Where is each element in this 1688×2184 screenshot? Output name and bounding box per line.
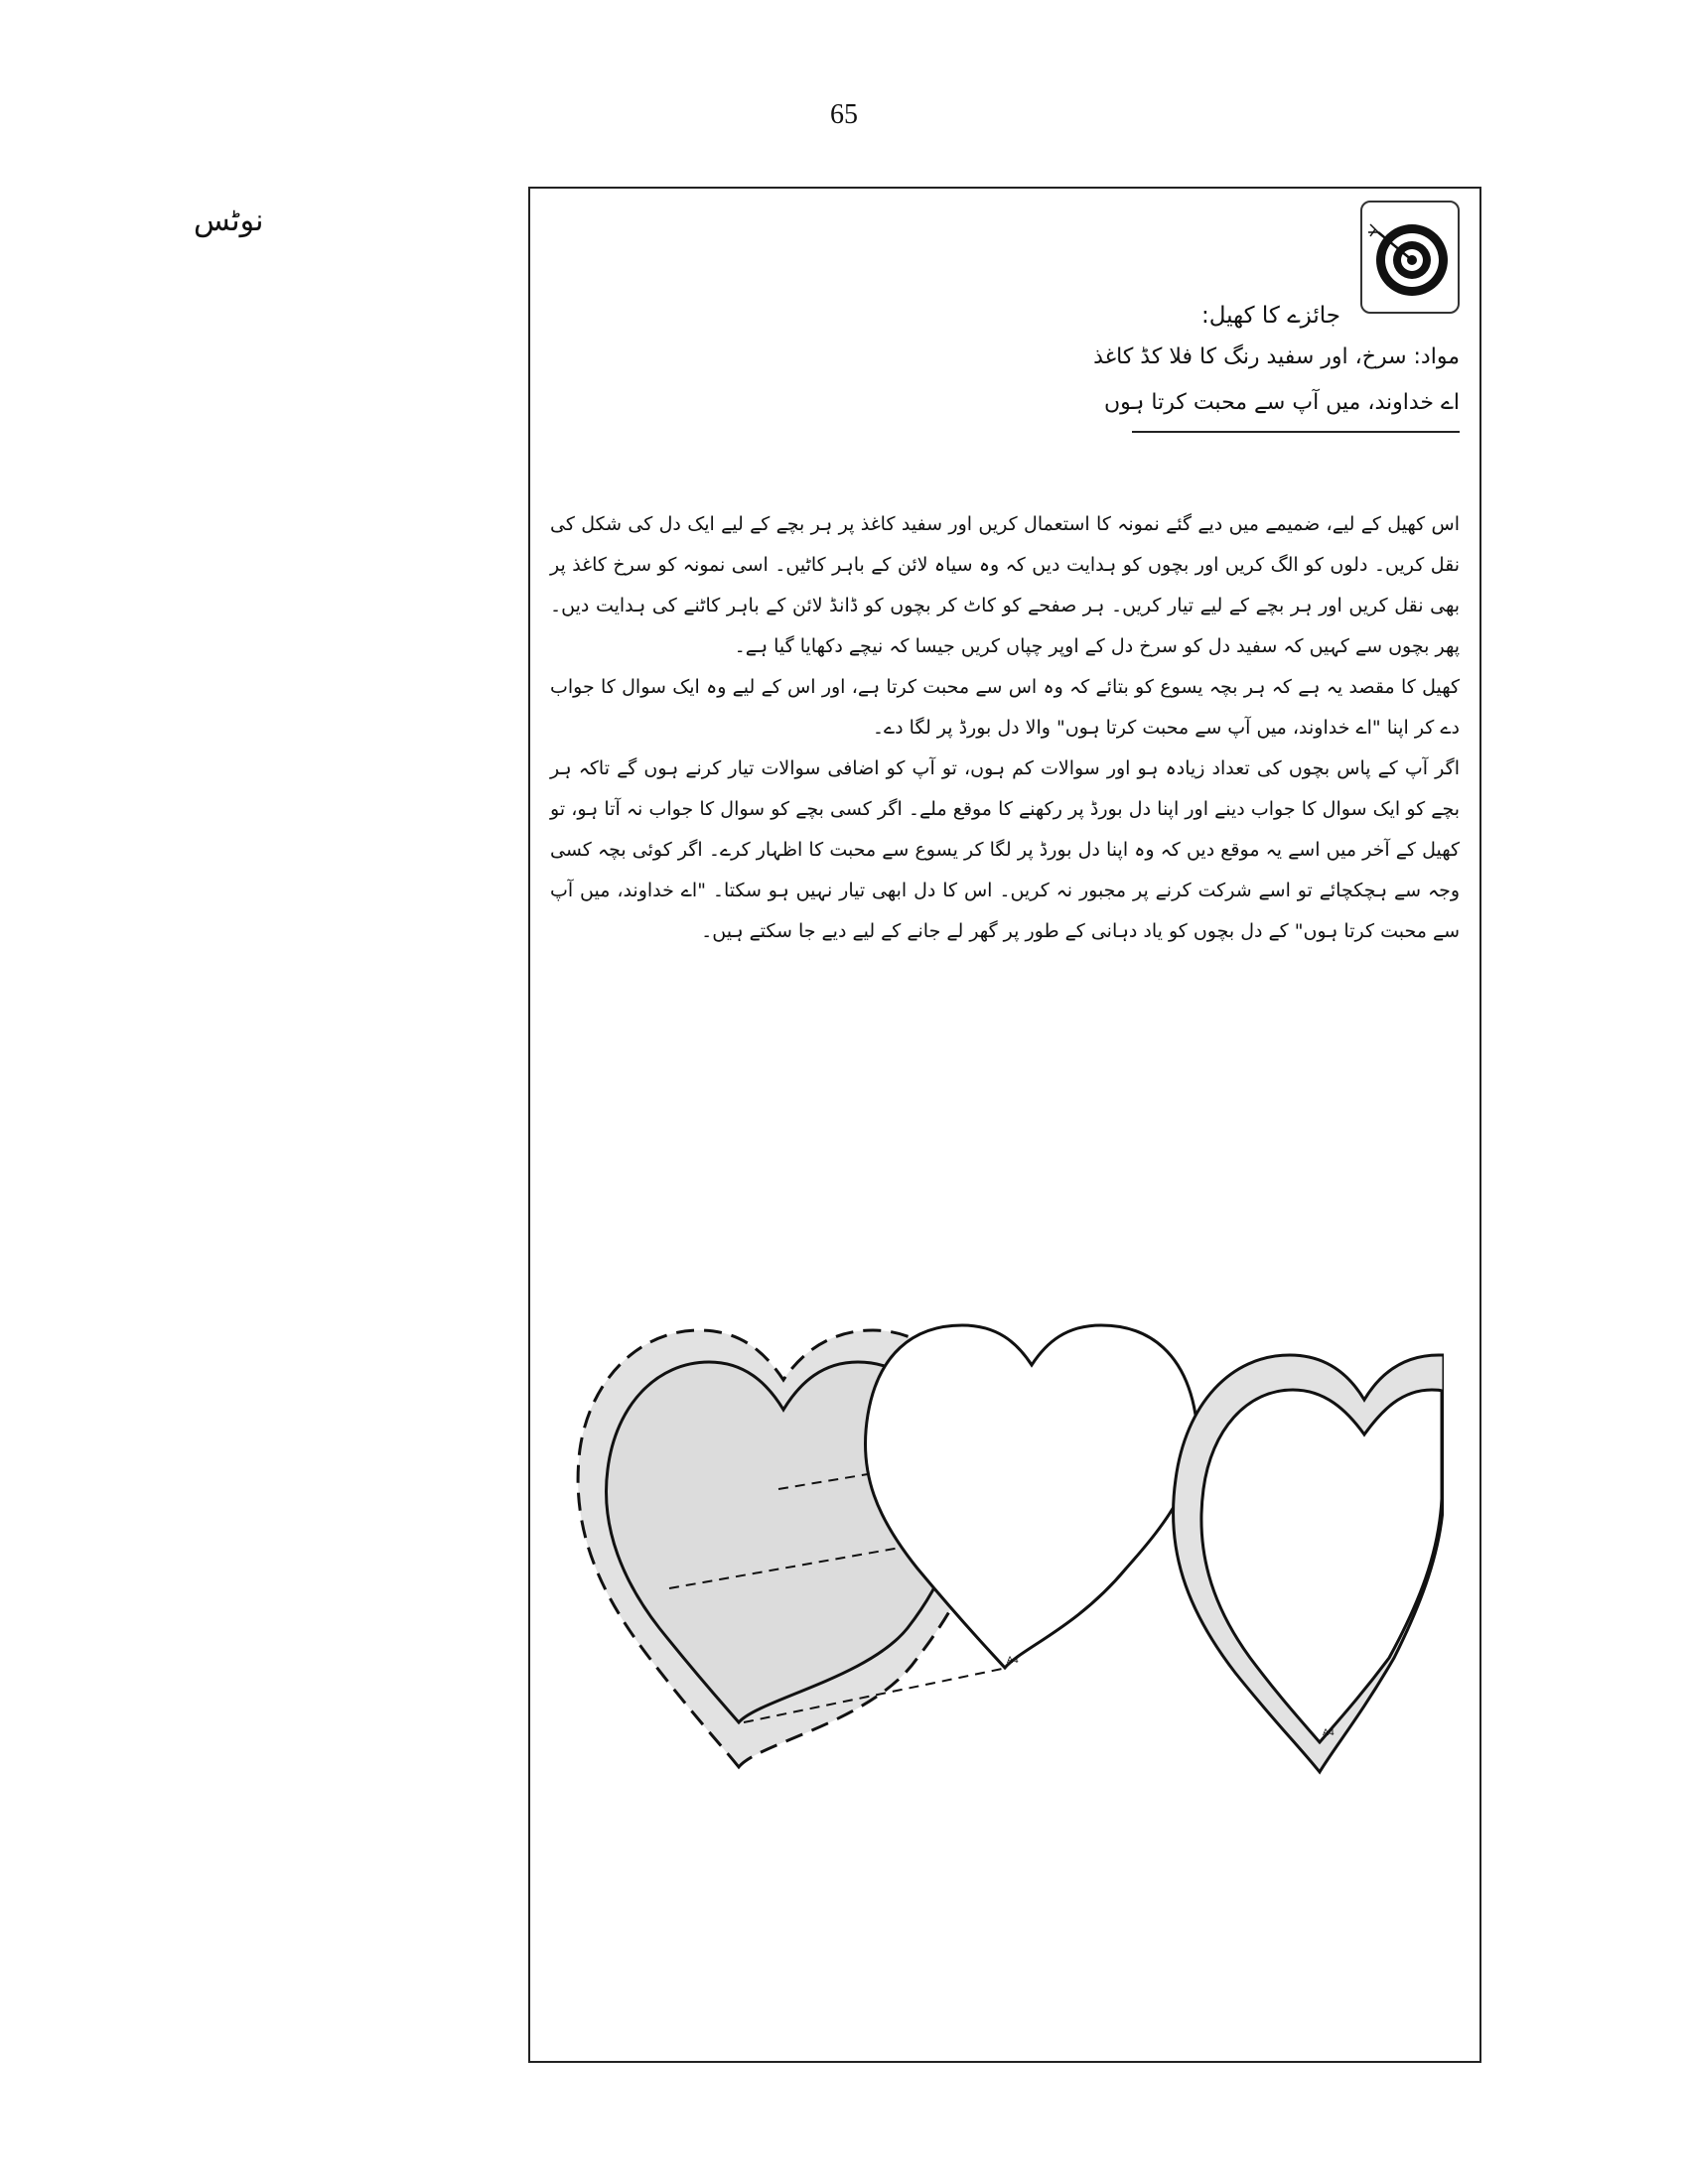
- paragraph: اگر آپ کے پاس بچوں کی تعداد زیادہ ہو اور سوالات کم ہوں، تو آپ کو اضافی سوالات تیار کرنے ہوں گے تاکہ ہر بچے کو ایک سوال کا جواب دینے اور اپنا دل بورڈ پر رکھنے کا موقع ملے۔ اگر کسی بچے کو سوال کا جواب نہ آتا ہو، تو کھیل کے آخر میں اسے یہ موقع دیں کہ وہ اپنا دل بورڈ پر لگا کر یسوع سے محبت کا اظہار کرے۔ اگر کوئی بچہ کسی وجہ سے ہچکچائے تو اسے شرکت کرنے پر مجبور نہ کریں۔ اس کا دل ابھی تیار نہیں ہو سکتا۔ "اے خداوند، میں آپ سے محبت کرتا ہوں" کے دل بچوں کو یاد دہانی کے طور پر گھر لے جانے کے لیے دیے جا سکتے ہیں۔: [550, 757, 1460, 942]
- instructions: [550, 504, 1460, 952]
- heart-diagram: [570, 1191, 1444, 1807]
- paragraph: اس کھیل کے لیے، ضمیمے میں دیے گئے نمونہ کا استعمال کریں اور سفید کاغذ پر ہر بچے کے لیے ایک دل کی شکل کی نقل کریں۔ دلوں کو الگ کریں اور بچوں کو ہدایت دیں کہ وہ سیاہ لائن کے باہر کاٹیں۔ اسی نمونہ کو سرخ کاغذ پر بھی نقل کریں اور ہر بچے کے لیے تیار کریں۔ ہر صفحے کو کاٹ کر بچوں کو ڈانڈ لائن کے باہر کاٹنے کی ہدایت دیں۔ پھر بچوں سے کہیں کہ سفید دل کو سرخ دل کے اوپر چپاں کریں جیسا کہ نیچے دکھایا گیا ہے۔: [550, 513, 1460, 657]
- target-icon: [1360, 201, 1460, 314]
- finished-heart-inner: [1201, 1390, 1442, 1742]
- materials-line: مواد: سرخ، اور سفید رنگ کا فلا کڈ کاغذ: [1093, 344, 1460, 369]
- page-number: 65: [830, 99, 858, 130]
- paragraph: کھیل کا مقصد یہ ہے کہ ہر بچہ یسوع کو بتائے کہ وہ اس سے محبت کرتا ہے، اور اس کے لیے وہ ایک سوال کا جواب دے کر اپنا "اے خداوند، میں آپ سے محبت کرتا ہوں" والا دل بورڈ پر لگا دے۔: [550, 676, 1460, 739]
- size-label: A4: [1323, 1728, 1335, 1738]
- activity-title: جائزے کا کھیل:: [1200, 303, 1340, 329]
- theme-line: اے خداوند، میں آپ سے محبت کرتا ہوں: [1103, 390, 1460, 415]
- theme-underline: [1132, 431, 1460, 433]
- size-label: A4: [1007, 1656, 1019, 1666]
- notes-margin-label: نوٹس: [194, 204, 264, 238]
- activity-box: [528, 187, 1481, 2063]
